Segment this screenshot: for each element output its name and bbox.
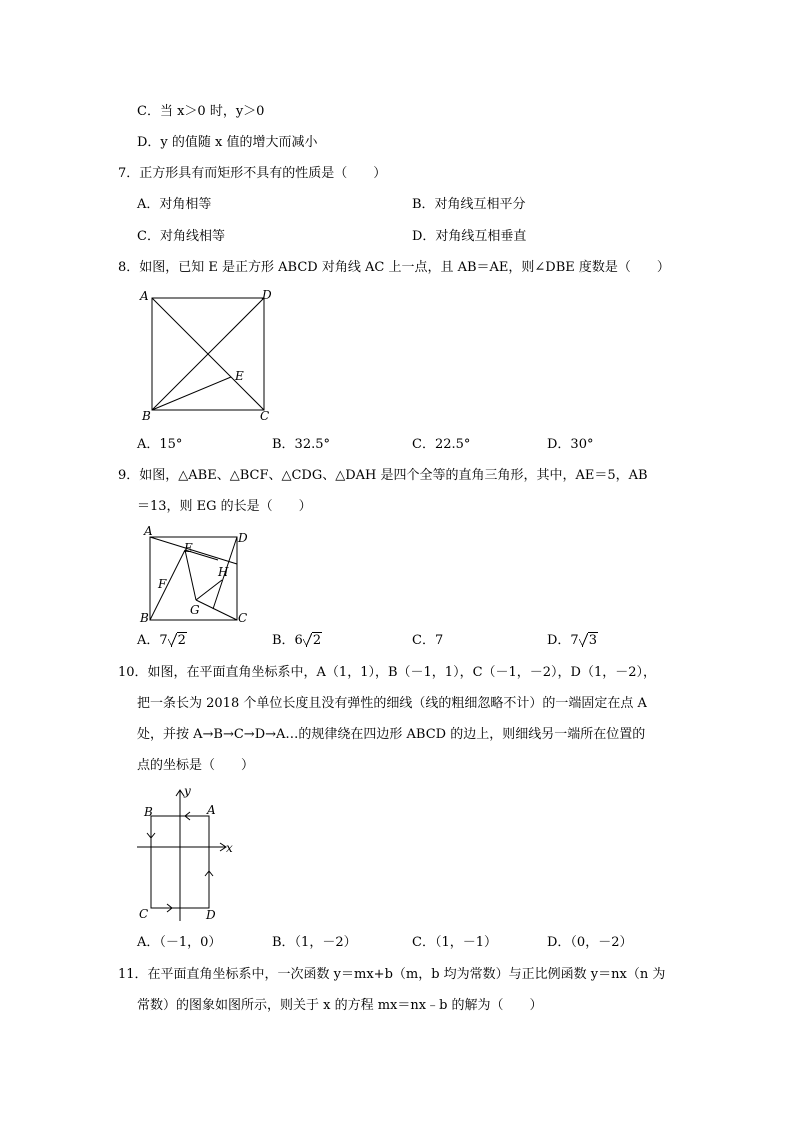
q7-option-b: B．对角线互相平分 [412, 197, 526, 212]
q7-option-a: A．对角相等 [137, 197, 212, 212]
q9-label-g: G [190, 603, 200, 617]
q9-option-d: D．7 3 [547, 633, 597, 648]
q10-option-b: B．（1，－2） [272, 935, 357, 950]
q8-stem: 8．如图，已知 E 是正方形 ABCD 对角线 AC 上一点，且 AB＝AE，则∠DBE 度数是（ ） [118, 260, 670, 275]
q11-stem-line2: 常数）的图象如图所示，则关于 x 的方程 mx＝nx﹣b 的解为（ ） [137, 998, 543, 1013]
q9-option-c: C．7 [412, 633, 444, 648]
q6-option-d: D．y 的值随 x 值的增大而减小 [137, 135, 318, 150]
q9-label-a: A [144, 524, 153, 538]
q7-option-d: D．对角线互相垂直 [412, 229, 527, 244]
q9-label-c: C [238, 611, 248, 625]
q8-label-b: B [142, 409, 151, 423]
q8-option-d: D．30° [547, 437, 594, 452]
q9-square-figure [138, 524, 258, 626]
q10-label-x: x [226, 841, 233, 855]
q8-square-figure [138, 286, 278, 426]
q10-stem-line1: 10．如图，在平面直角坐标系中，A（1，1），B（－1，1），C（－1，－2），D（1，－2）， [118, 665, 657, 680]
q10-stem-line2: 把一条长为 2018 个单位长度且没有弹性的细线（线的粗细忽略不计）的一端固定在点 A [137, 696, 647, 711]
q8-option-a: A．15° [137, 437, 183, 452]
q9-label-h: H [218, 565, 229, 579]
q6-option-c: C．当 x＞0 时，y＞0 [137, 104, 265, 119]
q11-stem-line1: 11．在平面直角坐标系中，一次函数 y＝mx+b（m，b 均为常数）与正比例函数 y＝nx（n 为 [118, 967, 666, 982]
q7-option-c: C．对角线相等 [137, 229, 225, 244]
q10-stem-line4: 点的坐标是（ ） [137, 758, 255, 773]
q8-label-c: C [260, 409, 270, 423]
q10-label-d: D [206, 908, 216, 922]
sqrt-symbol: 3 [579, 632, 598, 650]
q10-coordinate-figure [134, 783, 244, 925]
q8-option-b: B．32.5° [272, 437, 330, 452]
q9-option-a: A．7 2 [137, 633, 186, 648]
q7-stem: 7．正方形具有而矩形不具有的性质是（ ） [118, 166, 387, 181]
q10-option-a: A．（－1，0） [137, 935, 222, 950]
q9-label-d: D [238, 531, 248, 545]
q9-label-f: F [158, 577, 167, 591]
q8-label-d: D [262, 288, 272, 302]
q10-option-d: D．（0，－2） [547, 935, 633, 950]
q8-option-c: C．22.5° [412, 437, 471, 452]
q10-label-a: A [207, 803, 216, 817]
q10-label-c: C [139, 907, 149, 921]
q10-option-c: C．（1，－1） [412, 935, 497, 950]
q8-label-a: A [140, 289, 149, 303]
q9-stem-line2: ＝13，则 EG 的长是（ ） [137, 499, 312, 514]
q9-stem-line1: 9．如图，△ABE、△BCF、△CDG、△DAH 是四个全等的直角三角形，其中，AE＝5，AB [118, 468, 648, 483]
q10-label-b: B [144, 805, 153, 819]
q10-label-y: y [184, 784, 191, 798]
q10-stem-line3: 处，并按 A→B→C→D→A…的规律绕在四边形 ABCD 的边上，则细线另一端所在位置的 [137, 727, 646, 742]
q9-label-e: E [184, 541, 193, 555]
q9-label-b: B [140, 611, 149, 625]
sqrt-symbol: 2 [303, 632, 322, 650]
q8-label-e: E [235, 369, 244, 383]
sqrt-symbol: 2 [168, 632, 187, 650]
q9-option-b: B．6 2 [272, 633, 322, 648]
